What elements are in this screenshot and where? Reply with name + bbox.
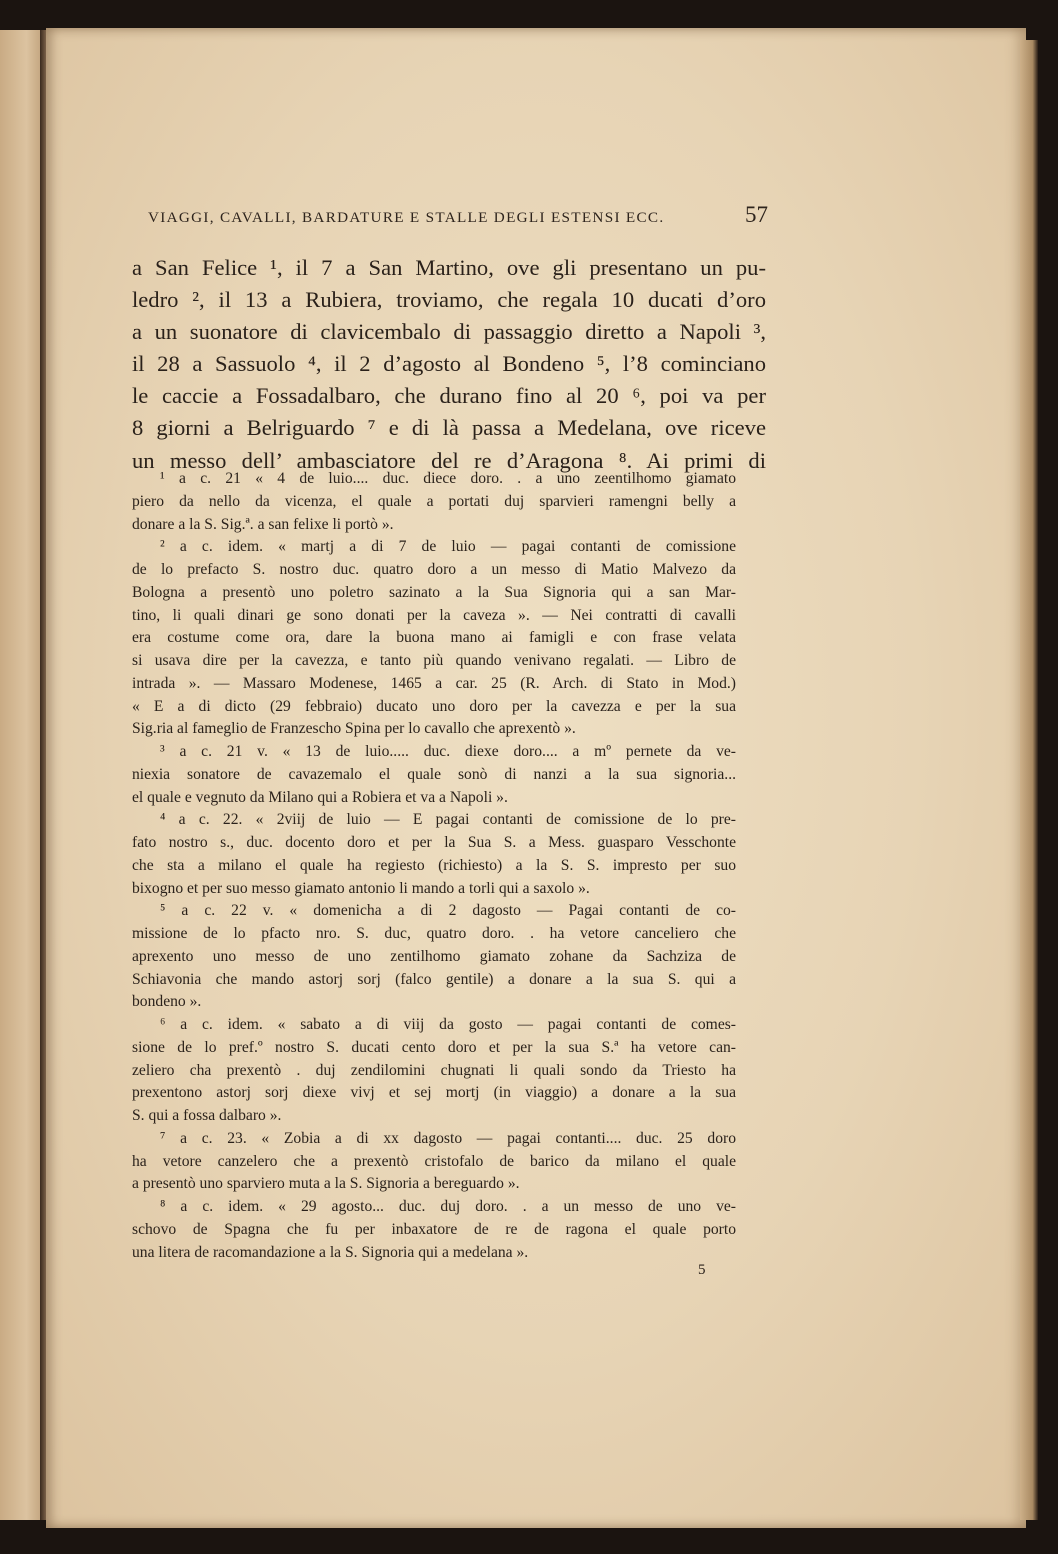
signature-mark: 5	[698, 1262, 706, 1278]
footnote-line: prexentono astorj sorj diexe vivj et sej mortj (in viaggio) a donare a la sua	[132, 1084, 736, 1102]
body-line: le caccie a Fossadalbaro, che durano fino al 20 ⁶, poi va per	[132, 383, 766, 409]
footnote-line: a presentò uno sparviero muta a la S. Signoria a bereguardo ».	[132, 1175, 520, 1193]
footnote-line: de lo prefacto S. nostro duc. quatro doro a un messo di Matio Malvezo da	[132, 561, 736, 578]
footnote-line: si usava dire per la cavezza, e tanto più quando venivano regalati. — Libro de	[132, 652, 736, 669]
footnote-line: ⁶ a c. idem. « sabato a di viij da gosto — pagai contanti de comes-	[160, 1016, 736, 1033]
footnote-line: missione de lo pfacto nro. S. duc, quatro doro. . ha vetore canceliero che	[132, 925, 736, 942]
footnote-line: schovo de Spagna che fu per inbaxatore de re de ragona el quale porto	[132, 1220, 736, 1238]
main-text	[132, 252, 766, 477]
footnote-line: bixogno et per suo messo giamato antonio li mando a torli qui a saxolo ».	[132, 879, 590, 897]
footnote-line: Sig.ria al fameglio de Franzescho Spina per lo cavallo che aprexentò ».	[132, 720, 576, 738]
footnote-line: intrada ». — Massaro Modenese, 1465 a car. 25 (R. Arch. di Stato in Mod.)	[132, 674, 736, 692]
footnote-line: ⁵ a c. 22 v. « domenicha a di 2 dagosto — Pagai contanti de co-	[160, 902, 736, 920]
footnote-line: piero da nello da vicenza, el quale a portati duj sparvieri ramengni belly a	[132, 492, 736, 510]
footnote-line: Schiavonia che mando astorj sorj (falco gentile) a donare a la sua S. qui a	[132, 970, 736, 988]
footnote-line: el quale e vegnuto da Milano qui a Robiera et va a Napoli ».	[132, 788, 508, 806]
body-line: un messo dell’ ambasciatore del re d’Aragona ⁸. Ai primi di	[132, 447, 766, 473]
footnote-line: sione de lo pref.º nostro S. ducati cento doro et per la sua S.ª ha vetore can-	[132, 1038, 736, 1056]
body-line: il 28 a Sassuolo ⁴, il 2 d’agosto al Bondeno ⁵, l’8 cominciano	[132, 351, 766, 377]
footnote-line: ⁸ a c. idem. « 29 agosto... duc. duj doro. . a un messo de uno ve-	[160, 1198, 736, 1215]
page-fore-edge	[1020, 40, 1038, 1520]
previous-page-edge	[0, 30, 44, 1520]
footnote-line: ⁷ a c. 23. « Zobia a di xx dagosto — pagai contanti.... duc. 25 doro	[160, 1129, 736, 1147]
footnote-line: zeliero cha prexentò . duj zendilomini chugnati li quali sondo da Triesto ha	[132, 1061, 736, 1079]
running-title: VIAGGI, CAVALLI, BARDATURE E STALLE DEGLI ESTENSI ECC.	[148, 209, 665, 226]
footnote-line: Bologna a presentò uno poletro sazinato a la Sua Signoria qui a san Mar-	[132, 583, 736, 601]
footnote-line: ¹ a c. 21 « 4 de luio.... duc. diece doro. . a uno zeentilhomo giamato	[160, 470, 736, 487]
footnote-line: bondeno ».	[132, 993, 202, 1011]
body-line: a San Felice ¹, il 7 a San Martino, ove gli presentano un pu-	[132, 255, 766, 280]
footnote-line: ⁴ a c. 22. « 2viij de luio — E pagai contanti de comissione de lo pre-	[160, 811, 736, 829]
footnote-line: che sta a milano el quale ha regiesto (richiesto) a la S. S. impresto per suo	[132, 856, 736, 874]
footnote-line: ³ a c. 21 v. « 13 de luio..... duc. diexe doro.... a mº pernete da ve-	[160, 743, 736, 760]
body-line: a un suonatore di clavicembalo di passaggio diretto a Napoli ³,	[132, 319, 766, 345]
body-line: 8 giorni a Belriguardo ⁷ e di là passa a Medelana, ove riceve	[132, 415, 766, 441]
footnote-line: donare a la S. Sig.ª. a san felixe li portò ».	[132, 515, 394, 533]
footnote-line: ha vetore canzelero che a prexentò cristofalo de barico da milano el quale	[132, 1152, 736, 1170]
footnote-line: aprexento uno messo de uno zentilhomo giamato zohane da Sachziza de	[132, 947, 736, 965]
body-line: ledro ², il 13 a Rubiera, troviamo, che regala 10 ducati d’oro	[132, 287, 766, 313]
footnote-line: era costume come ora, dare la buona mano ai famigli e con frase velata	[132, 629, 736, 647]
footnote-line: S. qui a fossa dalbaro ».	[132, 1107, 282, 1124]
page-number: 57	[745, 202, 768, 227]
footnotes	[132, 468, 736, 1264]
footnote-line: « E a di dicto (29 febbraio) ducato uno doro per la cavezza e per la sua	[132, 697, 736, 715]
footnote-line: fato nostro s., duc. docento doro et per la Sua S. a Mess. guasparo Vesschonte	[132, 834, 736, 851]
footnote-line: ² a c. idem. « martj a di 7 de luio — pagai contanti de comissione	[160, 538, 736, 556]
footnote-line: tino, li quali dinari ge sono donati per la caveza ». — Nei contratti di cavalli	[132, 606, 736, 624]
footnote-line: niexia sonatore de cavazemalo el quale sonò di nanzi a la sua signoria...	[132, 765, 736, 783]
running-head	[148, 202, 768, 238]
footnote-line: una litera de racomandazione a la S. Signoria qui a medelana ».	[132, 1243, 529, 1261]
